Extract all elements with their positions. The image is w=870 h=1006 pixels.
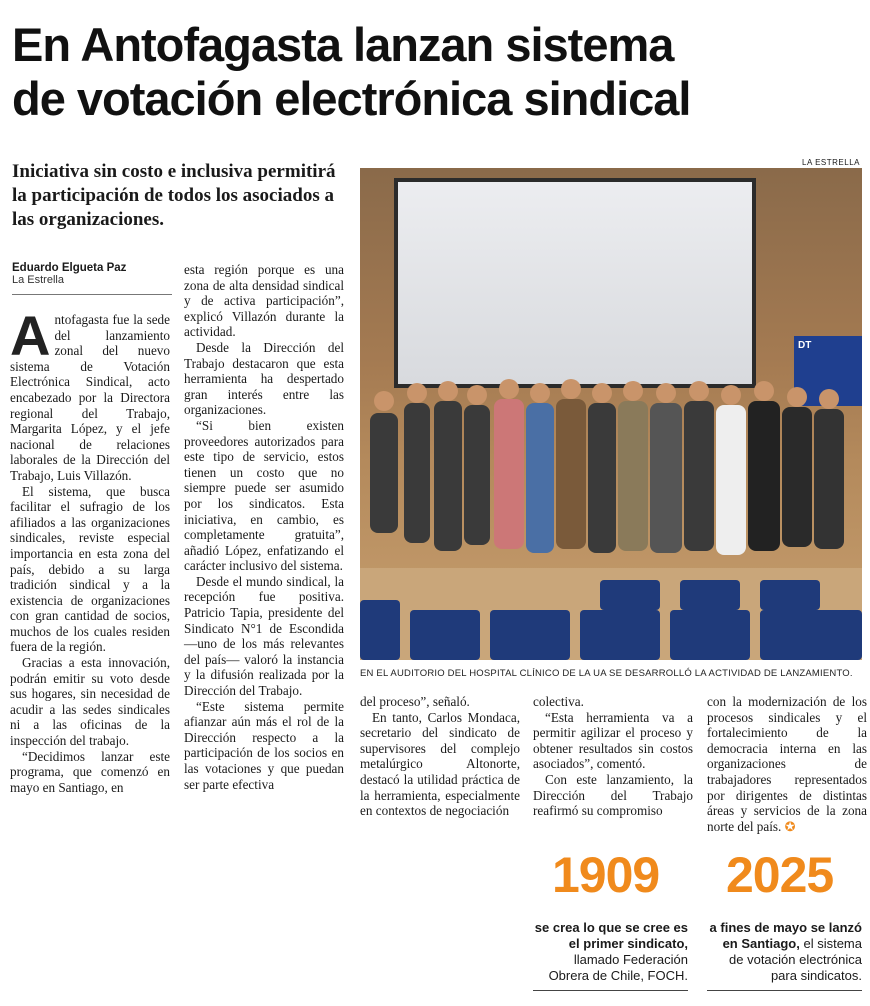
paragraph: Gracias a esta innovación, podrán emitir su voto desde sus hogares, sin necesidad de acudir a las sedes sindicales ni a las oficinas de la inspección del trabajo. xyxy=(10,655,170,749)
article-column-1 xyxy=(10,304,170,795)
paragraph: “Decidimos lanzar este programa, que comenzó en mayo en Santiago, en xyxy=(10,748,170,795)
outlet-name: La Estrella xyxy=(12,274,64,286)
byline xyxy=(12,262,172,295)
photo-caption: EN EL AUDITORIO DEL HOSPITAL CLÍNICO DE LA UA SE DESARROLLÓ LA ACTIVIDAD DE LANZAMIENTO. xyxy=(360,668,853,679)
article-column-5 xyxy=(707,694,867,834)
paragraph: El sistema, que busca facilitar el sufragio de los afiliados a las organizaciones sindicales, reviste especial importancia en esta zona del país, debido a su larga tradición sindical y a la existencia de organizaciones con gran cantidad de socios, muchos de los cuales residen fuera de la región. xyxy=(10,483,170,655)
author-name: Eduardo Elgueta Paz xyxy=(12,262,127,274)
fact-number-2025: 2025 xyxy=(726,847,834,903)
projection-screen xyxy=(394,178,756,388)
article-column-2 xyxy=(184,262,344,792)
paragraph: esta región porque es una zona de alta densidad sindical y de activa participación”, explicó Villazón durante la actividad. xyxy=(184,262,344,340)
fact-text: el sistema de votación electrónica para sindicatos. xyxy=(729,936,862,983)
fact-text: llamado Federación Obrera de Chile, FOCH. xyxy=(548,952,688,983)
fact-bold: se crea lo que se cree es el primer sindicato, xyxy=(534,920,688,951)
paragraph: colectiva. xyxy=(533,694,584,709)
paragraph: Con este lanzamiento, la Dirección del Trabajo reafirmó su compromiso xyxy=(533,771,693,819)
drop-cap: A xyxy=(10,304,51,367)
fact-box-1 xyxy=(533,920,688,991)
dt-banner: DT xyxy=(794,336,862,406)
paragraph: “Esta herramienta va a permitir agilizar el proceso y obtener resultados sin costos asociados”, comentó. xyxy=(533,709,693,772)
group-of-people xyxy=(360,373,862,583)
fact-box-2 xyxy=(707,920,862,991)
auditorium-seats xyxy=(360,580,862,660)
headline-line-1: En Antofagasta lanzan sistema xyxy=(12,18,674,71)
subhead: Iniciativa sin costo e inclusiva permitirá la participación de todos los asociados a las organizaciones. xyxy=(12,161,336,230)
headline xyxy=(12,18,862,126)
fact-bold: a fines de mayo se lanzó en Santiago, xyxy=(709,920,862,951)
paragraph: “Este sistema permite afianzar aún más el rol de la Dirección respecto a la participación de los socios en las votaciones y que puedan ser parte efectiva xyxy=(184,698,344,792)
paragraph: Desde la Dirección del Trabajo destacaron que esta herramienta ha despertado gran interés entre las organizaciones. xyxy=(184,339,344,418)
headline-line-2: de votación electrónica sindical xyxy=(12,72,691,125)
event-photo xyxy=(360,168,862,660)
article-column-3 xyxy=(360,694,520,819)
paragraph: del proceso”, señaló. xyxy=(360,694,470,709)
photo-credit: LA ESTRELLA xyxy=(802,158,860,167)
end-mark-icon: ✪ xyxy=(784,818,796,834)
paragraph-1: Antofagasta fue la sede del lanzamiento zonal del nuevo sistema de Votación Electrónica Sindical, acto encabezado por la Directora regional del Trabajo, Margarita López, y el jefe nacional de relaciones laborales de la Dirección del Trabajo, Luis Villazón. xyxy=(10,304,170,483)
paragraph: En tanto, Carlos Mondaca, secretario del sindicato de supervisores del complejo metalúrgico Altonorte, destacó la utilidad práctica de la herramienta, especialmente en contextos de negociación xyxy=(360,709,520,819)
article-column-4 xyxy=(533,694,693,819)
paragraph: Desde el mundo sindical, la recepción fue positiva. Patricio Tapia, presidente del Sindicato N°1 de Escondida —uno de los más relevantes del país— valoró la instancia y la difusión realizada por la Dirección del Trabajo. xyxy=(184,573,344,699)
fact-number-1909: 1909 xyxy=(552,847,660,903)
paragraph: con la modernización de los procesos sindicales y el fortalecimiento de la democracia interna en las organizaciones de trabajadores representados por dirigentes de distintas áreas y servicios de la zona norte del país. ✪ xyxy=(707,694,867,834)
paragraph: “Si bien existen proveedores autorizados para este tipo de servicio, estos tienen un costo que no siempre puede ser asumido por los sindicatos. Esta iniciativa, en cambio, es completamente gratuita”, añadió López, enfatizando el carácter inclusivo del sistema. xyxy=(184,417,344,574)
